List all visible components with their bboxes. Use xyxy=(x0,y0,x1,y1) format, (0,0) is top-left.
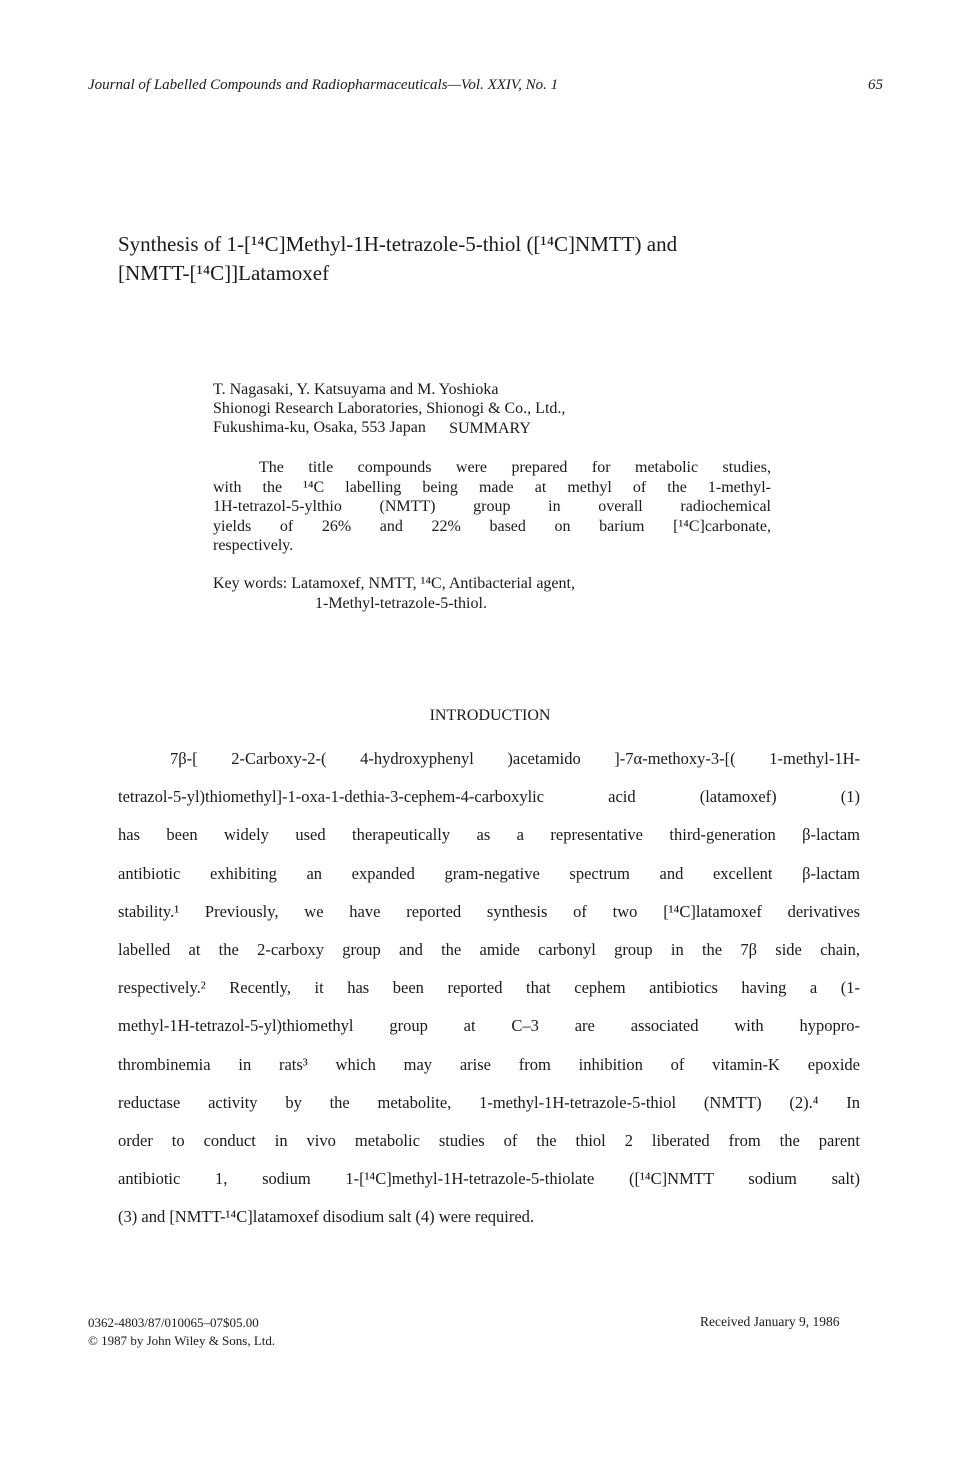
body-line: has been widely used therapeutically as a representative third-generation β-lactam xyxy=(118,825,860,845)
summary-line: 1H-tetrazol-5-ylthio (NMTT) group in overall radiochemical xyxy=(213,498,771,515)
body-line: 7β-[ 2-Carboxy-2-( 4-hydroxyphenyl )acetamido ]-7α-methoxy-3-[( 1-methyl-1H- xyxy=(170,749,860,768)
summary-line: The title compounds were prepared for metabolic studies, xyxy=(259,459,771,476)
page-number: 65 xyxy=(868,77,883,93)
keywords xyxy=(213,574,575,614)
body-line: respectively.² Recently, it has been reported that cephem antibiotics having a (1- xyxy=(118,978,860,998)
author-names: T. Nagasaki, Y. Katsuyama and M. Yoshioka xyxy=(213,381,499,398)
article-title xyxy=(118,230,677,288)
keywords-line: 1-Methyl-tetrazole-5-thiol. xyxy=(315,595,487,612)
summary-line: respectively. xyxy=(213,537,294,554)
affiliation: Fukushima-ku, Osaka, 553 Japan xyxy=(213,419,426,436)
body-line: (3) and [NMTT-¹⁴C]latamoxef disodium salt (4) were required. xyxy=(118,1207,535,1227)
body-line: reductase activity by the metabolite, 1-methyl-1H-tetrazole-5-thiol (NMTT) (2).⁴ In xyxy=(118,1092,860,1112)
body-line: order to conduct in vivo metabolic studies of the thiol 2 liberated from the parent xyxy=(118,1131,860,1151)
body-line: antibiotic 1, sodium 1-[¹⁴C]methyl-1H-tetrazole-5-thiolate ([¹⁴C]NMTT sodium salt) xyxy=(118,1169,860,1189)
keywords-line: Key words: Latamoxef, NMTT, ¹⁴C, Antibacterial agent, xyxy=(213,575,575,592)
body-line: labelled at the 2-carboxy group and the amide carbonyl group in the 7β side chain, xyxy=(118,940,860,960)
title-line: Synthesis of 1-[¹⁴C]Methyl-1H-tetrazole-5-thiol ([¹⁴C]NMTT) and xyxy=(118,232,678,256)
body-line: antibiotic exhibiting an expanded gram-negative spectrum and excellent β-lactam xyxy=(118,863,860,883)
introduction-body xyxy=(118,740,860,1237)
introduction-heading: INTRODUCTION xyxy=(429,707,551,724)
body-line: thrombinemia in rats³ which may arise from inhibition of vitamin-K epoxide xyxy=(118,1054,860,1074)
body-line: tetrazol-5-yl)thiomethyl]-1-oxa-1-dethia-3-cephem-4-carboxylic acid (latamoxef) (1) xyxy=(118,787,860,807)
journal-header: Journal of Labelled Compounds and Radiopharmaceuticals—Vol. XXIV, No. 1 xyxy=(88,77,559,93)
copyright: © 1987 by John Wiley & Sons, Ltd. xyxy=(88,1333,276,1348)
article-code: 0362-4803/87/010065–07$05.00 xyxy=(88,1315,259,1330)
affiliation: Shionogi Research Laboratories, Shionogi & Co., Ltd., xyxy=(213,400,566,417)
body-line: methyl-1H-tetrazol-5-yl)thiomethyl group at C–3 are associated with hypopro- xyxy=(118,1016,860,1036)
summary-text xyxy=(213,458,771,556)
received-date: Received January 9, 1986 xyxy=(700,1314,840,1329)
title-line: [NMTT-[¹⁴C]]Latamoxef xyxy=(118,261,330,285)
body-line: stability.¹ Previously, we have reported synthesis of two [¹⁴C]latamoxef derivatives xyxy=(118,901,860,921)
summary-line: yields of 26% and 22% based on barium [¹⁴C]carbonate, xyxy=(213,517,771,535)
footer-left xyxy=(88,1314,275,1350)
summary-line: with the ¹⁴C labelling being made at methyl of the 1-methyl- xyxy=(213,478,771,496)
summary-heading: SUMMARY xyxy=(449,420,531,437)
